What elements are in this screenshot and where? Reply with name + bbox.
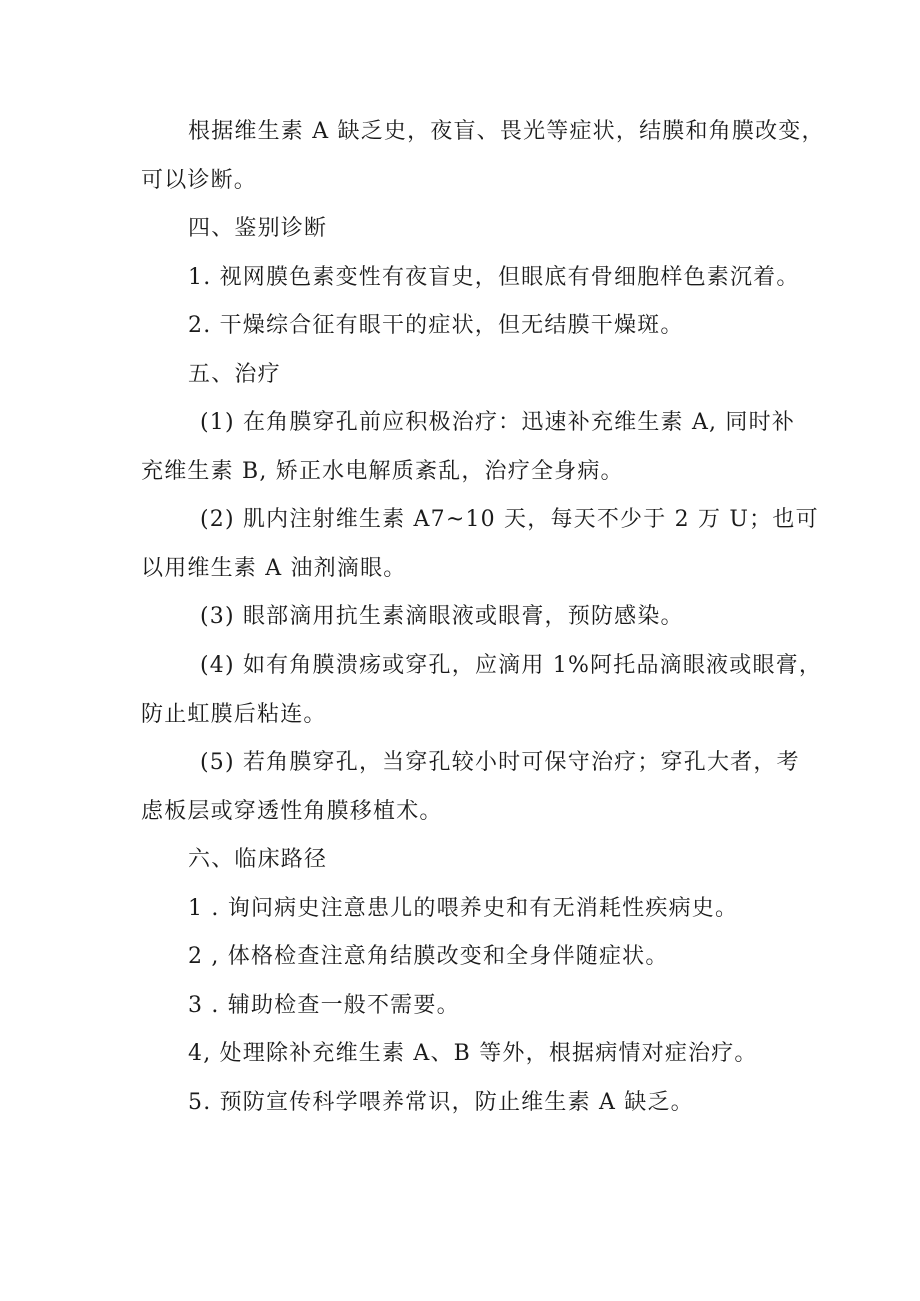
treatment-item-1-line-1: (1) 在角膜穿孔前应积极治疗：迅速补充维生素 A, 同时补: [200, 410, 796, 435]
pathway-item-2: 2 , 体格检查注意角结膜改变和全身伴随症状。: [188, 944, 669, 969]
treatment-item-5-line-1: (5) 若角膜穿孔，当穿孔较小时可保守治疗；穿孔大者，考: [200, 750, 800, 775]
differential-item-2: 2. 干燥综合征有眼干的症状，但无结膜干燥斑。: [188, 313, 684, 338]
treatment-item-2-line-2: 以用维生素 A 油剂滴眼。: [141, 556, 407, 581]
treatment-item-1-line-2: 充维生素 B, 矫正水电解质紊乱，治疗全身病。: [141, 459, 624, 484]
treatment-item-3: (3) 眼部滴用抗生素滴眼液或眼膏，预防感染。: [200, 604, 684, 629]
treatment-item-2-line-1: (2) 肌内注射维生素 A7~10 天，每天不少于 2 万 U；也可: [200, 507, 819, 532]
diagnosis-paragraph-line-2: 可以诊断。: [141, 168, 258, 193]
section-heading-clinical-pathway: 六、临床路径: [188, 847, 328, 872]
section-heading-differential-diagnosis: 四、鉴别诊断: [188, 216, 328, 241]
pathway-item-1: 1 . 询问病史注意患儿的喂养史和有无消耗性疾病史。: [188, 896, 739, 921]
treatment-item-5-line-2: 虑板层或穿透性角膜移植术。: [141, 799, 443, 824]
pathway-item-4: 4, 处理除补充维生素 A、B 等外，根据病情对症治疗。: [188, 1041, 758, 1066]
differential-item-1: 1. 视网膜色素变性有夜盲史，但眼底有骨细胞样色素沉着。: [188, 265, 800, 290]
treatment-item-4-line-2: 防止虹膜后粘连。: [141, 702, 327, 727]
diagnosis-paragraph-line-1: 根据维生素 A 缺乏史，夜盲、畏光等症状，结膜和角膜改变，: [188, 119, 825, 144]
treatment-item-4-line-1: (4) 如有角膜溃疡或穿孔，应滴用 1%阿托品滴眼液或眼膏，: [200, 653, 823, 678]
section-heading-treatment: 五、治疗: [188, 362, 281, 387]
pathway-item-3: 3 . 辅助检查一般不需要。: [188, 993, 460, 1018]
pathway-item-5: 5. 预防宣传科学喂养常识，防止维生素 A 缺乏。: [188, 1090, 694, 1115]
